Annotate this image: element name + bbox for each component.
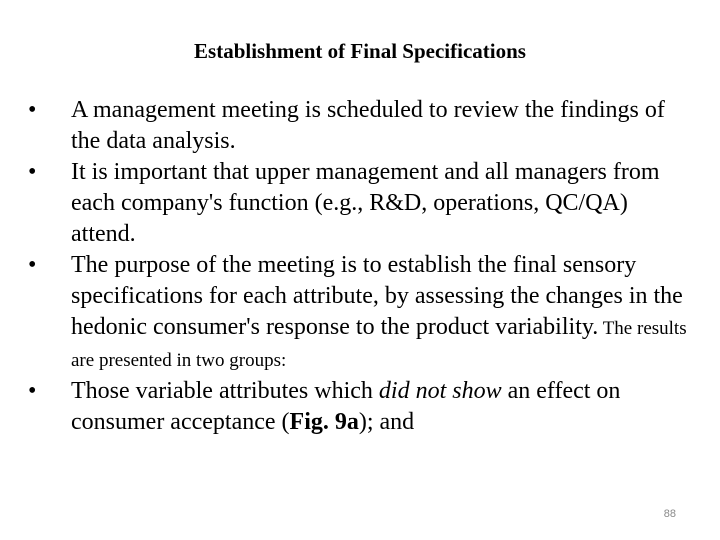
bullet-text: ); and bbox=[358, 409, 415, 435]
bullet-text-small: The results are presented in two groups: bbox=[71, 318, 687, 371]
bullet-dot-icon: • bbox=[28, 159, 37, 185]
slide-title: Establishment of Final Specifications bbox=[194, 39, 526, 63]
bullet-text: an effect on consumer acceptance ( bbox=[71, 378, 621, 435]
figure-reference: Fig. 9a bbox=[289, 409, 359, 435]
bullet-text: The purpose of the meeting is to establish the final sensory specifications for each attribute, by assessing the changes in the hedonic consumer's response to the product variability. bbox=[71, 252, 683, 340]
bullet-item bbox=[28, 250, 688, 376]
bullet-text: Those variable attributes which bbox=[71, 378, 379, 404]
bullet-dot-icon: • bbox=[28, 97, 37, 123]
bullet-item bbox=[28, 376, 688, 438]
bullet-text: It is important that upper management and all managers from each company's function (e.g., R&D, operations, QC/QA) attend. bbox=[71, 159, 660, 247]
bullet-item bbox=[28, 157, 688, 250]
bullet-dot-icon: • bbox=[28, 252, 37, 278]
bullet-text-italic: did not show bbox=[378, 378, 502, 404]
bullet-text: A management meeting is scheduled to review the findings of the data analysis. bbox=[71, 97, 665, 154]
bullet-dot-icon: • bbox=[28, 378, 37, 404]
bullet-item bbox=[28, 95, 688, 157]
page-number: 88 bbox=[663, 508, 676, 520]
bullet-list bbox=[28, 95, 688, 438]
